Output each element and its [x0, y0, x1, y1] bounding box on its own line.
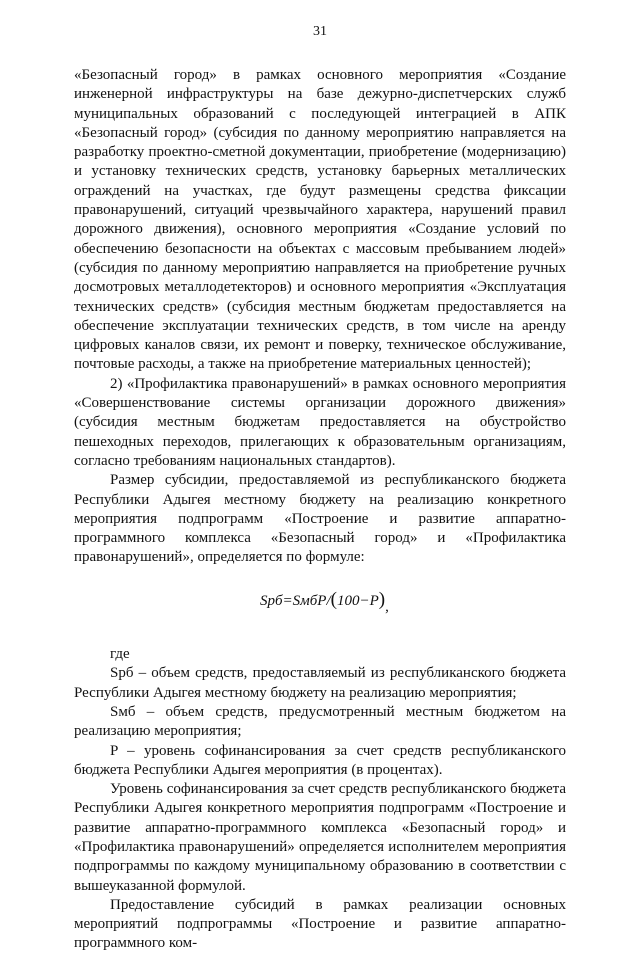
- paragraph-2: 2) «Профилактика правонарушений» в рамках основного мероприятия «Совершенствование системы организации дорожного движения» (субсидия местным бюджетам предоставляется на обустройство пешеходных переходов, прилегающих к образовательным организациям, согласно требованиям национальных стандартов).: [74, 375, 566, 469]
- formula-comma: ,: [385, 598, 389, 615]
- paragraph-3: Размер субсидии, предоставляемой из республиканского бюджета Республики Адыгея местному бюджету на реализацию конкретного мероприятия подпрограмм «Построение и развитие аппаратно-программного комплекса «Безопасный город» и «Профилактика правонарушений», определяется по формуле:: [74, 472, 566, 566]
- definition-srb: Sрб – объем средств, предоставляемый из республиканского бюджета Республики Адыгея местному бюджету на реализацию мероприятия;: [74, 665, 566, 701]
- formula-smb: SмбP: [292, 592, 327, 609]
- formula-slash: /: [326, 592, 331, 609]
- document-body: [74, 66, 566, 954]
- definition-smb: Sмб – объем средств, предусмотренный местным бюджетом на реализацию мероприятия;: [74, 703, 566, 740]
- definition-p: P – уровень софинансирования за счет средств республиканского бюджета Республики Адыгея мероприятия (в процентах).: [74, 742, 566, 778]
- paragraph-4: Уровень софинансирования за счет средств республиканского бюджета Республики Адыгея конкретного мероприятия подпрограмм «Построение и развитие аппаратно-программного комплекса «Безопасный город» и «Профилактика правонарушений» определяется исполнителем мероприятия подпрограммы по каждому муниципальному образованию в соответствии с вышеуказанной формулой.: [74, 781, 566, 894]
- formula-lhs: Sрб: [260, 592, 283, 609]
- paragraph-1: «Безопасный город» в рамках основного мероприятия «Создание инженерной инфраструктуры на базе дежурно-диспетчерских служб муниципальных образований с последующей интеграцией в АПК «Безопасный город» (субсидия по данному мероприятию направляется на разработку проектно-сметной документации, приобретение (модернизацию) и установку технических средств, установку барьерных металлических ограждений на участках, где будут размещены средства фиксации правонарушений, ситуаций чрезвычайного характера, нарушений правил дорожного движения), основного мероприятия «Создание условий по обеспечению безопасности на объектах с массовым пребыванием людей» (субсидия по данному мероприятию направляется на приобретение ручных досмотровых металлодетекторов) и основного мероприятия «Эксплуатация технических средств» (субсидия местным бюджетам предоставляется на обеспечение эксплуатации технических средств, в том числе на аренду цифровых каналов связи, их ремонт и поверку, техническое обслуживание, почтовые расходы, а также на приобретение материальных ценностей);: [74, 67, 566, 373]
- formula-inner: 100−P: [336, 592, 379, 609]
- where-label: где: [110, 646, 130, 663]
- paragraph-5: Предоставление субсидий в рамках реализации основных мероприятий подпрограммы «Построение и развитие аппаратно-программного ком-: [74, 896, 566, 952]
- page-number: 31: [313, 24, 327, 39]
- formula-close-paren: ): [378, 588, 386, 610]
- formula-equals: =: [282, 592, 293, 609]
- subsidy-formula: [74, 588, 566, 615]
- formula-open-paren: (: [330, 588, 337, 610]
